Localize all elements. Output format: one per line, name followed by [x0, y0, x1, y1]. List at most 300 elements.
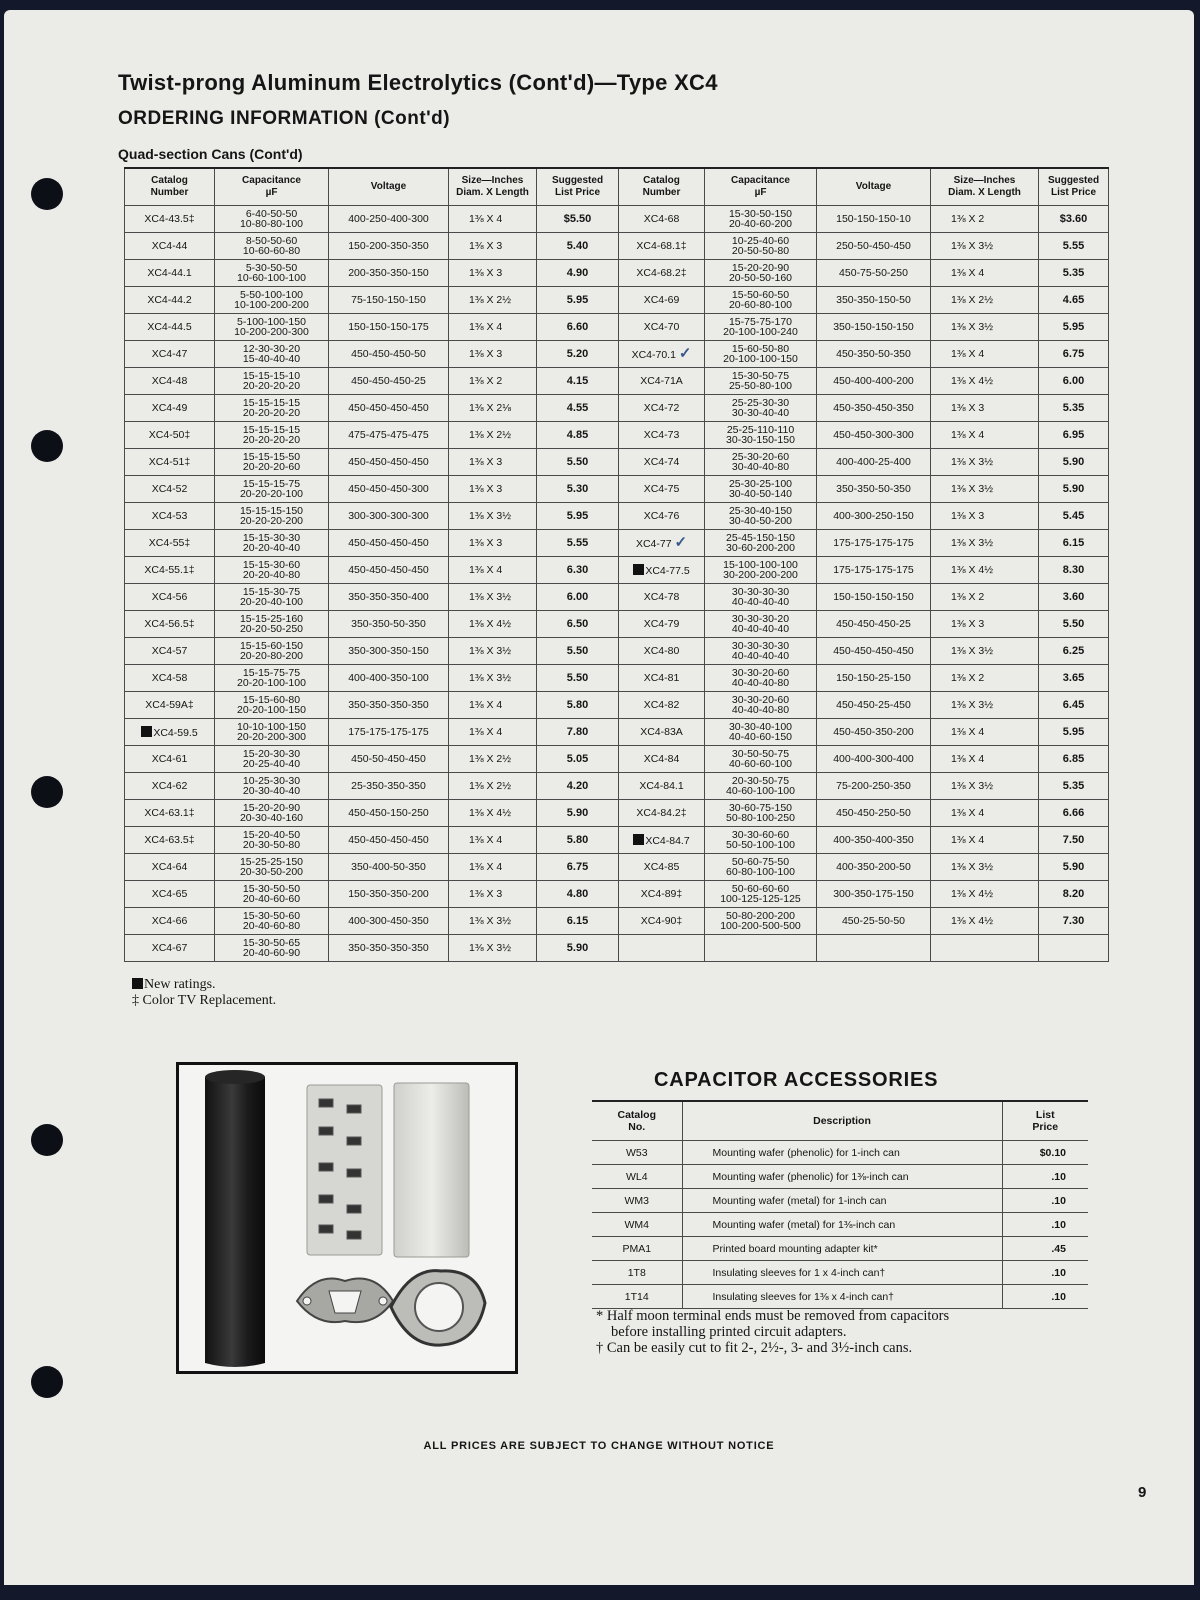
size-value: 1⅜ X 4	[449, 314, 537, 341]
price-value: 5.90	[1039, 476, 1109, 503]
footnote-color-tv: ‡ Color TV Replacement.	[132, 993, 277, 1008]
price-value: 5.05	[537, 746, 619, 773]
table-row	[125, 773, 619, 800]
price-value: 5.50	[537, 665, 619, 692]
catalog-number: XC4-44.5	[125, 314, 215, 341]
catalog-number: XC4-53	[125, 503, 215, 530]
binder-hole	[31, 430, 63, 462]
voltage-value: 400-250-400-300	[329, 206, 449, 233]
table-row	[619, 665, 1109, 692]
price-value: 5.35	[1039, 773, 1109, 800]
voltage-value: 175-175-175-175	[817, 530, 931, 557]
size-value: 1⅜ X 4	[449, 557, 537, 584]
price-value: $3.60	[1039, 206, 1109, 233]
accessory-description: Mounting wafer (metal) for 1-inch can	[682, 1189, 1002, 1213]
capacitance-value: 15-15-30-60 20-20-40-80	[215, 557, 329, 584]
voltage-value: 450-25-50-50	[817, 908, 931, 935]
table-row	[125, 638, 619, 665]
list-price-header: List Price	[1002, 1101, 1088, 1141]
table-row	[125, 341, 619, 368]
catalog-number-header: Catalog Number	[619, 168, 705, 206]
table-row	[125, 800, 619, 827]
catalog-number	[619, 935, 705, 962]
table-row	[619, 908, 1109, 935]
table-row	[125, 557, 619, 584]
accessory-price: .10	[1002, 1261, 1088, 1285]
table-row	[619, 476, 1109, 503]
capacitance-value: 30-50-50-75 40-60-60-100	[705, 746, 817, 773]
voltage-value: 150-200-350-350	[329, 233, 449, 260]
price-value: 5.80	[537, 827, 619, 854]
catalog-number: XC4-84.2‡	[619, 800, 705, 827]
table-row	[619, 503, 1109, 530]
table-row	[619, 638, 1109, 665]
table-row	[619, 449, 1109, 476]
voltage-value: 400-400-25-400	[817, 449, 931, 476]
section-heading: Quad-section Cans (Cont'd)	[118, 146, 303, 162]
table-row	[619, 206, 1109, 233]
voltage-value: 450-450-450-450	[329, 449, 449, 476]
table-row	[619, 746, 1109, 773]
price-value: 5.55	[537, 530, 619, 557]
price-value: 6.66	[1039, 800, 1109, 827]
table-row	[125, 287, 619, 314]
size-value: 1⅜ X 2½	[449, 287, 537, 314]
catalog-number: XC4-64	[125, 854, 215, 881]
catalog-number: XC4-65	[125, 881, 215, 908]
voltage-value: 450-350-450-350	[817, 395, 931, 422]
price-value: 5.95	[1039, 314, 1109, 341]
size-value: 1⅜ X 3½	[449, 665, 537, 692]
capacitor-accessories-image	[179, 1065, 515, 1371]
capacitance-value: 15-30-50-50 20-40-60-60	[215, 881, 329, 908]
size-value: 1⅜ X 3½	[931, 638, 1039, 665]
catalog-number: XC4-57	[125, 638, 215, 665]
table-header-row	[125, 168, 619, 206]
capacitance-value: 25-25-30-30 30-30-40-40	[705, 395, 817, 422]
size-value: 1⅜ X 3	[931, 503, 1039, 530]
voltage-value: 450-450-450-450	[329, 395, 449, 422]
size-value: 1⅜ X 4	[931, 341, 1039, 368]
table-row	[125, 368, 619, 395]
accessory-description: Insulating sleeves for 1 x 4-inch can†	[682, 1261, 1002, 1285]
size-value: 1⅜ X 3½	[931, 314, 1039, 341]
price-value: 6.60	[537, 314, 619, 341]
size-value	[931, 935, 1039, 962]
table-row	[619, 854, 1109, 881]
capacitance-value: 30-30-30-30 40-40-40-40	[705, 584, 817, 611]
voltage-value: 75-200-250-350	[817, 773, 931, 800]
description-header: Description	[682, 1101, 1002, 1141]
table-row	[125, 314, 619, 341]
capacitance-value: 15-20-20-90 20-50-50-160	[705, 260, 817, 287]
size-value: 1⅜ X 4	[449, 206, 537, 233]
capacitance-value: 30-30-20-60 40-40-40-80	[705, 692, 817, 719]
catalog-number: XC4-84.7	[619, 827, 705, 854]
size-value: 1⅜ X 3½	[449, 503, 537, 530]
voltage-value: 75-150-150-150	[329, 287, 449, 314]
binder-hole	[31, 1366, 63, 1398]
voltage-value: 150-150-150-10	[817, 206, 931, 233]
price-value: 5.45	[1039, 503, 1109, 530]
quad-cans-table-right	[618, 167, 1109, 962]
price-value: 6.30	[537, 557, 619, 584]
catalog-number: XC4-84	[619, 746, 705, 773]
accessory-catalog-no: 1T14	[592, 1285, 682, 1309]
catalog-number: XC4-47	[125, 341, 215, 368]
catalog-number: XC4-63.1‡	[125, 800, 215, 827]
table-row	[125, 422, 619, 449]
page-number: 9	[1138, 1484, 1147, 1501]
price-value: 5.90	[537, 935, 619, 962]
table-row	[619, 341, 1109, 368]
size-value: 1⅜ X 4	[931, 422, 1039, 449]
size-value: 1⅜ X 3½	[449, 584, 537, 611]
catalog-number: XC4-79	[619, 611, 705, 638]
voltage-value: 350-300-350-150	[329, 638, 449, 665]
capacitance-value: 6-40-50-50 10-80-80-100	[215, 206, 329, 233]
size-value: 1⅜ X 2	[931, 665, 1039, 692]
catalog-number: XC4-68.2‡	[619, 260, 705, 287]
price-value: 6.95	[1039, 422, 1109, 449]
table-row	[125, 206, 619, 233]
price-value: 4.20	[537, 773, 619, 800]
table-row	[619, 530, 1109, 557]
voltage-value: 150-150-150-175	[329, 314, 449, 341]
voltage-value	[817, 935, 931, 962]
capacitance-value: 5-100-100-150 10-200-200-300	[215, 314, 329, 341]
voltage-value: 150-350-350-200	[329, 881, 449, 908]
capacitance-value: 30-60-75-150 50-80-100-250	[705, 800, 817, 827]
size-value: 1⅜ X 2	[449, 368, 537, 395]
capacitance-value: 10-10-100-150 20-20-200-300	[215, 719, 329, 746]
price-value: 7.30	[1039, 908, 1109, 935]
accessory-price: .10	[1002, 1189, 1088, 1213]
table-row	[125, 854, 619, 881]
price-value: 5.50	[537, 449, 619, 476]
voltage-value: 300-300-300-300	[329, 503, 449, 530]
table-row	[619, 368, 1109, 395]
size-value: 1⅜ X 4½	[449, 611, 537, 638]
size-value: 1⅜ X 3½	[931, 449, 1039, 476]
voltage-value: 450-450-450-450	[329, 530, 449, 557]
accessory-price: .10	[1002, 1165, 1088, 1189]
catalog-number: XC4-84.1	[619, 773, 705, 800]
size-value: 1⅜ X 3	[449, 530, 537, 557]
table-row	[619, 584, 1109, 611]
catalog-number: XC4-69	[619, 287, 705, 314]
capacitance-value: 15-15-75-75 20-20-100-100	[215, 665, 329, 692]
voltage-value: 450-400-400-200	[817, 368, 931, 395]
price-value: $5.50	[537, 206, 619, 233]
table-row	[619, 692, 1109, 719]
table-row	[619, 422, 1109, 449]
size-value: 1⅜ X 3	[931, 611, 1039, 638]
price-value: 6.75	[537, 854, 619, 881]
price-value: 8.20	[1039, 881, 1109, 908]
table-row	[125, 503, 619, 530]
table-row	[592, 1237, 1088, 1261]
price-value: 5.35	[1039, 260, 1109, 287]
capacitance-value: 20-30-50-75 40-60-100-100	[705, 773, 817, 800]
note-half-moon: * Half moon terminal ends must be removed from capacitors	[596, 1308, 950, 1324]
price-value: 4.80	[537, 881, 619, 908]
new-rating-square-icon	[633, 564, 644, 575]
size-value: 1⅜ X 3½	[931, 692, 1039, 719]
capacitance-value: 15-15-25-160 20-20-50-250	[215, 611, 329, 638]
size-value: 1⅜ X 2½	[449, 773, 537, 800]
table-row	[592, 1285, 1088, 1309]
table-row	[125, 908, 619, 935]
size-value: 1⅜ X 4	[931, 746, 1039, 773]
note-half-moon-cont: before installing printed circuit adapters.	[611, 1324, 847, 1340]
size-value: 1⅜ X 3½	[931, 773, 1039, 800]
capacitance-value: 10-25-30-30 20-30-40-40	[215, 773, 329, 800]
catalog-number: XC4-62	[125, 773, 215, 800]
price-value: 6.25	[1039, 638, 1109, 665]
price-value: 7.80	[537, 719, 619, 746]
table-row	[125, 476, 619, 503]
size-value: 1⅜ X 2	[931, 584, 1039, 611]
voltage-value: 150-150-25-150	[817, 665, 931, 692]
size-value: 1⅜ X 4	[449, 719, 537, 746]
catalog-number: XC4-77 ✓	[619, 530, 705, 557]
accessory-description: Mounting wafer (metal) for 1⅜-inch can	[682, 1213, 1002, 1237]
table-header-row	[619, 168, 1109, 206]
catalog-number: XC4-70.1 ✓	[619, 341, 705, 368]
catalog-no-header: Catalog No.	[592, 1101, 682, 1141]
size-value: 1⅜ X 4½	[931, 557, 1039, 584]
voltage-value: 350-400-50-350	[329, 854, 449, 881]
size-value: 1⅜ X 3½	[449, 935, 537, 962]
size-value: 1⅜ X 4½	[449, 800, 537, 827]
price-value: 6.15	[537, 908, 619, 935]
catalog-number: XC4-55‡	[125, 530, 215, 557]
accessory-price: .10	[1002, 1285, 1088, 1309]
price-value	[1039, 935, 1109, 962]
page-subtitle: ORDERING INFORMATION (Cont'd)	[118, 108, 451, 129]
capacitance-value: 15-15-30-30 20-20-40-40	[215, 530, 329, 557]
catalog-page	[4, 10, 1194, 1585]
price-value: 4.85	[537, 422, 619, 449]
table-row	[619, 557, 1109, 584]
voltage-value: 350-350-350-400	[329, 584, 449, 611]
price-value: 4.90	[537, 260, 619, 287]
size-value: 1⅜ X 4	[931, 827, 1039, 854]
price-value: 5.80	[537, 692, 619, 719]
voltage-value: 200-350-350-150	[329, 260, 449, 287]
catalog-number: XC4-52	[125, 476, 215, 503]
size-value: 1⅜ X 4½	[931, 881, 1039, 908]
checkmark-icon: ✓	[674, 533, 688, 551]
price-value: 5.50	[537, 638, 619, 665]
size-value: 1⅜ X 3	[449, 476, 537, 503]
capacitance-value: 15-30-50-65 20-40-60-90	[215, 935, 329, 962]
catalog-number: XC4-49	[125, 395, 215, 422]
price-value: 5.90	[1039, 449, 1109, 476]
price-value: 5.95	[537, 503, 619, 530]
new-rating-square-icon	[132, 978, 143, 989]
capacitance-value: 15-15-60-80 20-20-100-150	[215, 692, 329, 719]
accessory-catalog-no: 1T8	[592, 1261, 682, 1285]
table-row	[619, 881, 1109, 908]
voltage-value: 450-350-50-350	[817, 341, 931, 368]
size-header: Size—Inches Diam. X Length	[931, 168, 1039, 206]
voltage-value: 400-300-450-350	[329, 908, 449, 935]
price-value: 6.45	[1039, 692, 1109, 719]
accessory-description: Mounting wafer (phenolic) for 1⅜-inch can	[682, 1165, 1002, 1189]
size-value: 1⅜ X 2½	[931, 287, 1039, 314]
voltage-value: 350-350-150-50	[817, 287, 931, 314]
capacitance-value: 50-60-60-60 100-125-125-125	[705, 881, 817, 908]
catalog-number: XC4-89‡	[619, 881, 705, 908]
table-row	[125, 449, 619, 476]
size-value: 1⅜ X 4	[931, 800, 1039, 827]
catalog-number: XC4-77.5	[619, 557, 705, 584]
note-cut-sleeves: † Can be easily cut to fit 2-, 2½-, 3- and 3½-inch cans.	[596, 1340, 913, 1356]
table-row	[619, 773, 1109, 800]
capacitance-value: 25-30-20-60 30-40-40-80	[705, 449, 817, 476]
catalog-number: XC4-50‡	[125, 422, 215, 449]
table-row	[619, 611, 1109, 638]
table-row	[619, 719, 1109, 746]
catalog-number: XC4-63.5‡	[125, 827, 215, 854]
table-row	[125, 827, 619, 854]
size-value: 1⅜ X 3	[449, 260, 537, 287]
capacitance-value: 15-15-15-150 20-20-20-200	[215, 503, 329, 530]
binder-hole	[31, 178, 63, 210]
price-value: 5.95	[537, 287, 619, 314]
capacitance-value: 15-15-15-15 20-20-20-20	[215, 395, 329, 422]
accessories-table	[592, 1100, 1088, 1309]
checkmark-icon: ✓	[678, 344, 692, 362]
accessory-description: Insulating sleeves for 1⅜ x 4-inch can†	[682, 1285, 1002, 1309]
table-row	[125, 395, 619, 422]
voltage-value: 400-350-400-350	[817, 827, 931, 854]
table-row	[125, 665, 619, 692]
voltage-value: 450-75-50-250	[817, 260, 931, 287]
capacitance-value: 15-50-60-50 20-60-80-100	[705, 287, 817, 314]
catalog-number: XC4-56.5‡	[125, 611, 215, 638]
voltage-value: 475-475-475-475	[329, 422, 449, 449]
price-value: 4.15	[537, 368, 619, 395]
voltage-value: 450-450-150-250	[329, 800, 449, 827]
capacitance-header: Capacitance µF	[705, 168, 817, 206]
voltage-header: Voltage	[817, 168, 931, 206]
capacitance-value: 15-30-50-150 20-40-60-200	[705, 206, 817, 233]
voltage-value: 150-150-150-150	[817, 584, 931, 611]
capacitance-value: 15-15-15-50 20-20-20-60	[215, 449, 329, 476]
price-disclaimer: ALL PRICES ARE SUBJECT TO CHANGE WITHOUT NOTICE	[423, 1440, 775, 1452]
voltage-value: 450-450-450-450	[817, 638, 931, 665]
capacitance-value: 15-15-60-150 20-20-80-200	[215, 638, 329, 665]
voltage-value: 450-450-450-450	[329, 557, 449, 584]
new-rating-square-icon	[141, 726, 152, 737]
quad-cans-table-left	[124, 167, 619, 962]
size-value: 1⅜ X 3	[449, 449, 537, 476]
capacitance-value: 30-30-30-20 40-40-40-40	[705, 611, 817, 638]
capacitance-value	[705, 935, 817, 962]
table-row	[125, 584, 619, 611]
capacitance-value: 15-20-20-90 20-30-40-160	[215, 800, 329, 827]
size-value: 1⅜ X 3	[931, 395, 1039, 422]
capacitance-value: 30-30-20-60 40-40-40-80	[705, 665, 817, 692]
size-value: 1⅜ X 3½	[931, 530, 1039, 557]
voltage-value: 450-450-350-200	[817, 719, 931, 746]
capacitance-value: 50-80-200-200 100-200-500-500	[705, 908, 817, 935]
catalog-number: XC4-75	[619, 476, 705, 503]
table-row	[125, 881, 619, 908]
catalog-number: XC4-55.1‡	[125, 557, 215, 584]
size-value: 1⅜ X 4½	[931, 368, 1039, 395]
capacitance-value: 30-30-60-60 50-50-100-100	[705, 827, 817, 854]
catalog-number: XC4-73	[619, 422, 705, 449]
catalog-number: XC4-68	[619, 206, 705, 233]
size-value: 1⅜ X 2½	[449, 746, 537, 773]
table-row	[592, 1213, 1088, 1237]
price-value: 5.30	[537, 476, 619, 503]
catalog-number: XC4-90‡	[619, 908, 705, 935]
catalog-number: XC4-58	[125, 665, 215, 692]
size-value: 1⅜ X 3½	[931, 476, 1039, 503]
accessory-price: $0.10	[1002, 1141, 1088, 1165]
table-row	[619, 260, 1109, 287]
catalog-number: XC4-85	[619, 854, 705, 881]
catalog-number: XC4-59.5	[125, 719, 215, 746]
price-header: Suggested List Price	[1039, 168, 1109, 206]
price-value: 7.50	[1039, 827, 1109, 854]
catalog-number: XC4-61	[125, 746, 215, 773]
voltage-value: 350-350-350-350	[329, 935, 449, 962]
table-row	[125, 935, 619, 962]
price-value: 6.00	[1039, 368, 1109, 395]
voltage-header: Voltage	[329, 168, 449, 206]
table-row	[125, 233, 619, 260]
price-value: 6.85	[1039, 746, 1109, 773]
price-value: 5.20	[537, 341, 619, 368]
voltage-value: 450-450-450-450	[329, 827, 449, 854]
voltage-value: 25-350-350-350	[329, 773, 449, 800]
capacitance-value: 15-60-50-80 20-100-100-150	[705, 341, 817, 368]
price-value: 6.00	[537, 584, 619, 611]
catalog-number-header: Catalog Number	[125, 168, 215, 206]
size-value: 1⅜ X 4	[931, 719, 1039, 746]
table-row	[592, 1261, 1088, 1285]
size-value: 1⅜ X 4	[449, 854, 537, 881]
voltage-value: 400-400-300-400	[817, 746, 931, 773]
catalog-number: XC4-83A	[619, 719, 705, 746]
voltage-value: 400-350-200-50	[817, 854, 931, 881]
voltage-value: 450-450-450-25	[329, 368, 449, 395]
accessory-catalog-no: PMA1	[592, 1237, 682, 1261]
price-value: 4.55	[537, 395, 619, 422]
price-value: 5.90	[537, 800, 619, 827]
voltage-value: 450-450-450-50	[329, 341, 449, 368]
table-row	[619, 287, 1109, 314]
size-value: 1⅜ X 4	[449, 827, 537, 854]
voltage-value: 250-50-450-450	[817, 233, 931, 260]
price-value: 5.35	[1039, 395, 1109, 422]
catalog-number: XC4-66	[125, 908, 215, 935]
capacitance-value: 15-75-75-170 20-100-100-240	[705, 314, 817, 341]
size-value: 1⅜ X 3	[449, 341, 537, 368]
size-value: 1⅜ X 3½	[931, 854, 1039, 881]
catalog-number: XC4-44.1	[125, 260, 215, 287]
price-value: 5.95	[1039, 719, 1109, 746]
capacitance-value: 15-15-30-75 20-20-40-100	[215, 584, 329, 611]
size-value: 1⅜ X 3½	[449, 908, 537, 935]
price-value: 3.65	[1039, 665, 1109, 692]
